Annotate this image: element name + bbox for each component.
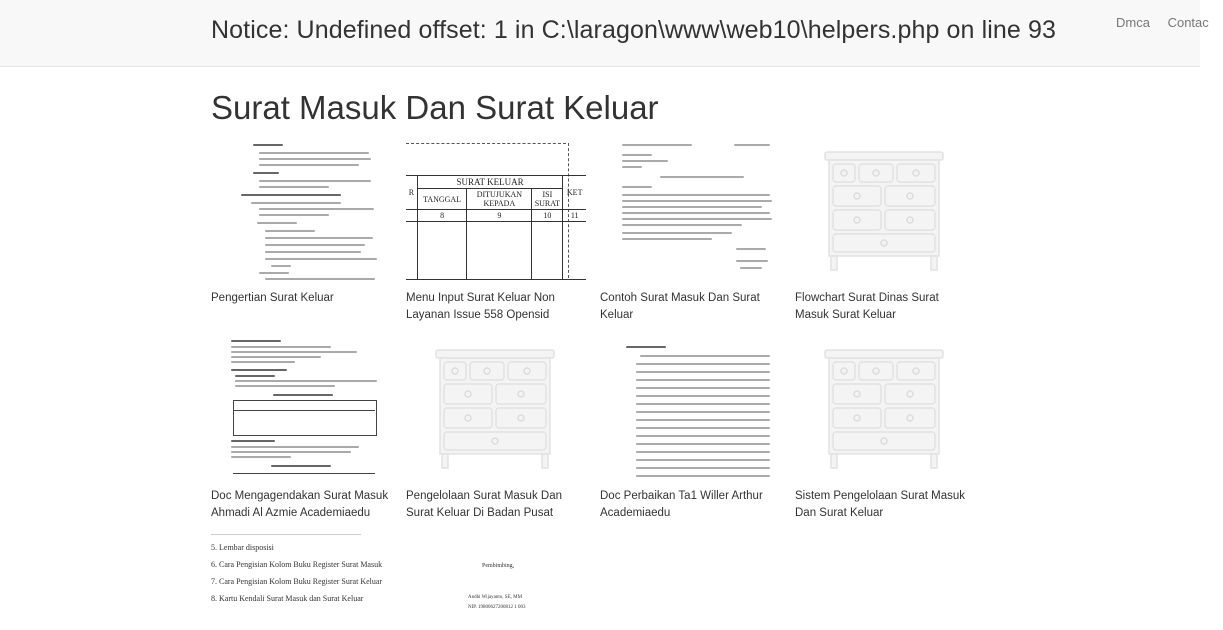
php-notice: Notice: Undefined offset: 1 in C:\laragon\www\web10\helpers.php on line 93 [211,16,1056,44]
gallery-card[interactable] [406,140,586,324]
gallery-card[interactable] [600,338,780,522]
gallery-card[interactable] [795,338,975,522]
dresser-placeholder-icon[interactable] [406,338,586,478]
table-thumbnail[interactable] [406,140,586,280]
gallery-card[interactable] [795,140,975,324]
list-item: 5. Lembar disposisi [211,543,274,552]
list-item: 8. Kartu Kendali Surat Masuk dan Surat Keluar [211,594,364,603]
list-item: 7. Cara Pengisian Kolom Buku Register Surat Keluar [211,577,383,586]
dresser-placeholder-icon[interactable] [795,140,975,280]
card-caption[interactable]: Sistem Pengelolaan Surat Masuk Dan Surat Keluar [795,490,966,519]
gallery-card[interactable] [211,338,391,522]
bottom-document-preview [211,540,382,611]
surat-keluar-table: R SURAT KELUAR KET TANGGAL DITUJUKAN KEPADA ISI SURAT 8 9 10 11 [406,175,586,280]
nav-links [1116,15,1223,30]
top-navbar [0,0,1209,67]
card-caption[interactable]: Doc Mengagendakan Surat Masuk Ahmadi Al Azmie Academiaedu [211,490,389,519]
card-caption[interactable]: Menu Input Surat Keluar Non Layanan Issue 558 Opensid [406,292,555,321]
signer-name: Andhi Wijayanto, SE, MM [468,595,523,600]
page-title: Surat Masuk Dan Surat Keluar [211,89,659,126]
gallery-card[interactable] [211,140,391,307]
card-caption[interactable]: Pengertian Surat Keluar [211,292,334,304]
nav-contact-link[interactable]: Contac [1167,15,1209,30]
dresser-placeholder-icon[interactable] [795,338,975,478]
nav-dmca-link[interactable]: Dmca [1116,15,1150,30]
card-caption[interactable]: Doc Perbaikan Ta1 Willer Arthur Academiaedu [600,490,763,519]
document-thumbnail[interactable] [211,140,391,280]
card-caption[interactable]: Flowchart Surat Dinas Surat Masuk Surat Keluar [795,292,939,321]
signoff-text: Pembimbing, [482,563,515,569]
gallery-card[interactable] [406,338,586,522]
paper-thumbnail[interactable] [600,338,780,478]
gallery-card[interactable] [600,140,780,324]
card-caption[interactable]: Contoh Surat Masuk Dan Surat Keluar [600,292,760,321]
letter-thumbnail[interactable] [600,140,780,280]
list-item: 6. Cara Pengisian Kolom Buku Register Surat Masuk [211,560,383,569]
agenda-doc-thumbnail[interactable] [211,338,391,478]
card-caption[interactable]: Pengelolaan Surat Masuk Dan Surat Keluar Di Badan Pusat [406,490,562,519]
signer-nip: NIP. 19800627200812 1 003 [468,605,526,610]
